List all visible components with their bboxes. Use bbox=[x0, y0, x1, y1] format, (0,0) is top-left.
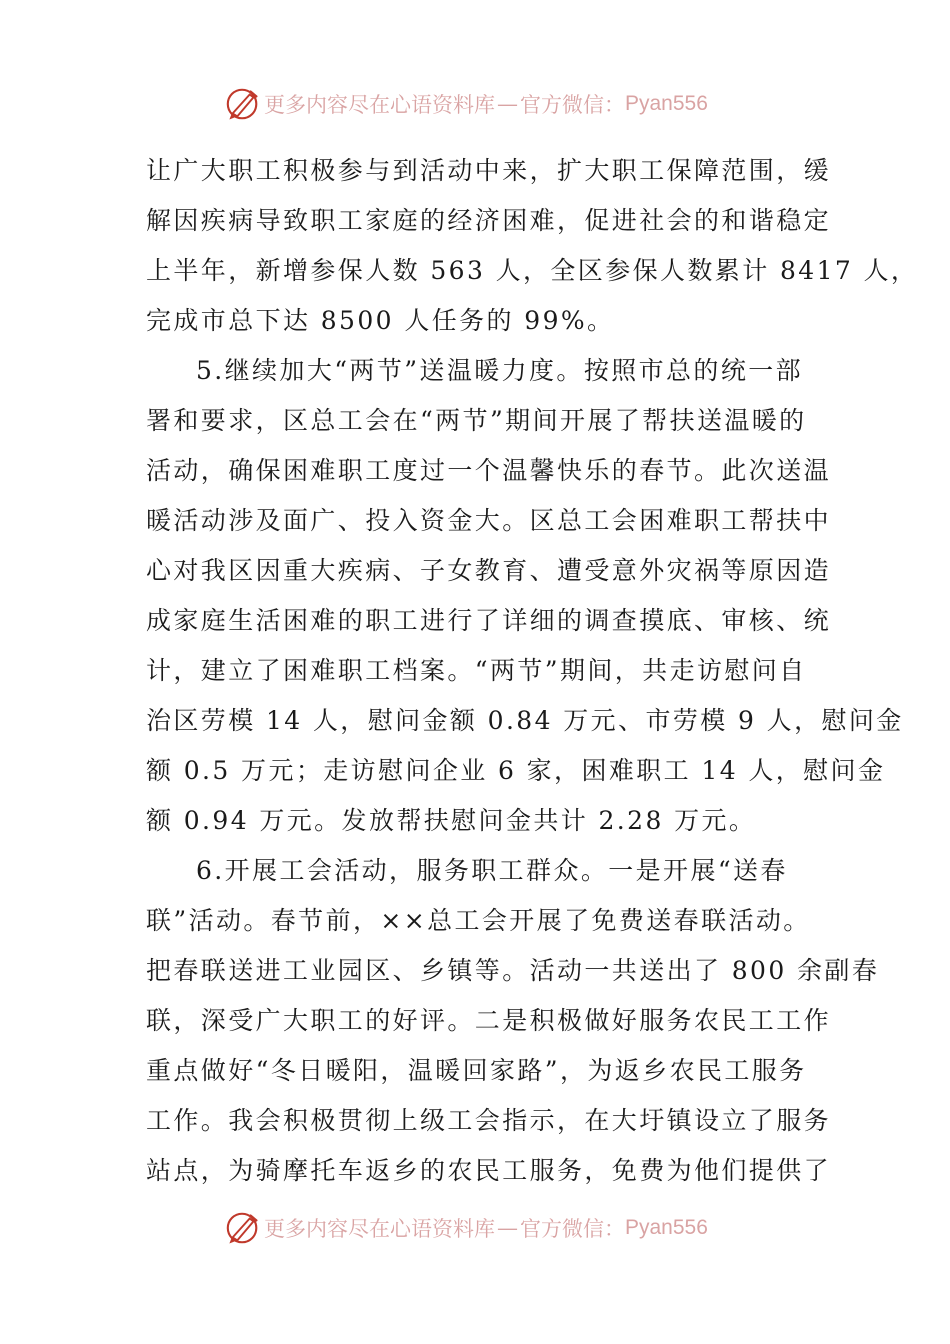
banner-brand: 更多内容尽在心语资料库 bbox=[264, 93, 495, 117]
banner-wechat-id: Pyan556 bbox=[625, 92, 708, 115]
banner-brand: 更多内容尽在心语资料库 bbox=[264, 1217, 495, 1241]
text-line: 让广大职工积极参与到活动中来，扩大职工保障范围，缓 bbox=[146, 156, 832, 185]
banner-wechat-id: Pyan556 bbox=[625, 1216, 708, 1239]
text-line: 额 0.94 万元。发放帮扶慰问金共计 2.28 万元。 bbox=[146, 806, 757, 835]
text-line: 额 0.5 万元；走访慰问企业 6 家，困难职工 14 人，慰问金 bbox=[146, 756, 886, 785]
text-line: 计，建立了困难职工档案。“两节”期间，共走访慰问自 bbox=[146, 656, 807, 685]
banner-dash: — bbox=[497, 1216, 518, 1240]
footer-watermark bbox=[224, 1208, 744, 1248]
text-line: 成家庭生活困难的职工进行了详细的调查摸底、审核、统 bbox=[146, 606, 832, 635]
pen-logo-icon bbox=[224, 1209, 262, 1247]
text-line: 站点，为骑摩托车返乡的农民工服务，免费为他们提供了 bbox=[146, 1156, 832, 1185]
banner-dash: — bbox=[497, 92, 518, 116]
document-body bbox=[146, 146, 919, 1196]
header-watermark bbox=[224, 84, 744, 124]
paragraph-6-heading-line: 6.开展工会活动，服务职工群众。一是开展“送春 bbox=[196, 856, 788, 885]
banner-wechat-label: 官方微信： bbox=[520, 1217, 625, 1241]
text-line: 完成市总下达 8500 人任务的 99%。 bbox=[146, 306, 615, 335]
text-line: 重点做好“冬日暖阳，温暖回家路”，为返乡农民工服务 bbox=[146, 1056, 807, 1085]
paragraph-5-heading-line: 5.继续加大“两节”送温暖力度。按照市总的统一部 bbox=[196, 356, 804, 385]
text-line: 联，深受广大职工的好评。二是积极做好服务农民工工作 bbox=[146, 1006, 832, 1035]
text-line: 解因疾病导致职工家庭的经济困难，促进社会的和谐稳定 bbox=[146, 206, 832, 235]
pen-logo-icon bbox=[224, 85, 262, 123]
banner-wechat-label: 官方微信： bbox=[520, 93, 625, 117]
text-line: 活动，确保困难职工度过一个温馨快乐的春节。此次送温 bbox=[146, 456, 832, 485]
text-line: 工作。我会积极贯彻上级工会指示，在大圩镇设立了服务 bbox=[146, 1106, 832, 1135]
text-line: 治区劳模 14 人，慰问金额 0.84 万元、市劳模 9 人，慰问金 bbox=[146, 706, 904, 735]
text-line: 暖活动涉及面广、投入资金大。区总工会困难职工帮扶中 bbox=[146, 506, 832, 535]
text-line: 把春联送进工业园区、乡镇等。活动一共送出了 800 余副春 bbox=[146, 956, 880, 985]
text-line: 署和要求，区总工会在“两节”期间开展了帮扶送温暖的 bbox=[146, 406, 807, 435]
text-line: 心对我区因重大疾病、子女教育、遭受意外灾祸等原因造 bbox=[146, 556, 832, 585]
text-line: 上半年，新增参保人数 563 人，全区参保人数累计 8417 人， bbox=[146, 256, 919, 285]
text-line: 联”活动。春节前，××总工会开展了免费送春联活动。 bbox=[146, 906, 811, 935]
